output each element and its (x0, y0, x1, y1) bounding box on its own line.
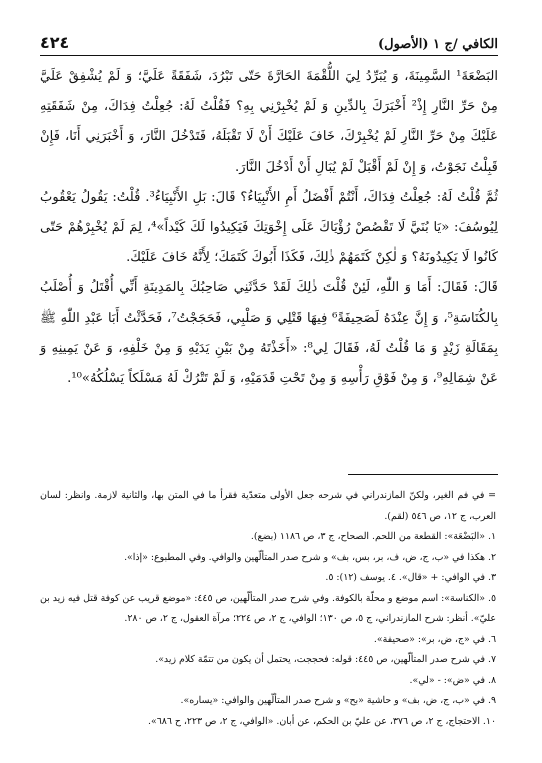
page-number: ٤٢٤ (40, 33, 70, 52)
footnote: ٣. في الوافي: + «قال». ٤. يوسف (١٢): ٥. (325, 572, 496, 583)
header-rule (40, 55, 498, 56)
paragraph: قَالَ: فَقَالَ: أَمَا وَ اللّٰهِ، لَئِنْ قُلْتَ ذٰلِكَ لَقَدْ حَدَّثَنِي صَاحِبُكَ بِالمَدِينَةِ أَنِّي أُقْتَلُ وَ أُصْلَبُ بِالكُنَاسَةِ⁵، وَ إِنَّ عِنْدَهُ لَصَحِيفَةً⁶ فِيهَا قَتْلِي وَ صَلْبِي، فَحَجَجْتُ⁷، فَحَدَّثْتُ أَبَا عَبْدِ اللّٰهِ ﷺ بِمَقَالَةِ زَيْدٍ وَ مَا قُلْتُ لَهُ، فَقَالَ لِي⁸: «أَخَذْتَهُ مِنْ بَيْنِ يَدَيْهِ وَ مِنْ خَلْفِهِ، وَ عَنْ يَمِينِهِ وَ عَنْ شِمَالِهِ⁹، وَ مِنْ فَوْقِ رَأْسِهِ وَ مِنْ تَحْتِ قَدَمَيْهِ، وَ لَمْ تَتْرُكْ لَهُ مَسْلَكاً يَسْلُكُهُ»¹⁰. (40, 280, 499, 387)
footnote: ٧. في شرح صدر المتألّهين، ص ٤٤٥: قوله: فحججت، يحتمل أن يكون من تتمّة كلام زيد». (155, 654, 496, 665)
footnote: ٢. هكذا في «ب، ج، ض، ف، بر، بس، بف» و شرح صدر المتألّهين والوافي. وفي المطبوع: «إذا». (124, 551, 496, 563)
footnote: ٥. «الكناسة»: اسم موضع و محلّة بالكوفة. وفي شرح صدر المتألّهين، ص ٤٤٥: «موضع قريب عن كوفة قتل فيه زيد بن عليّ». أنظر: شرح المازندراني، ج ٥، ص ١٣٠؛ الوافي، ج ٢، ص ٢٢٤؛ مرآة العقول، ج ٢، ص ٢٨٠. (40, 592, 496, 624)
footnote: ٦. في «ج، ض، بر»: «صحيفة». (373, 633, 496, 645)
footnote-separator (348, 474, 498, 475)
footnotes (40, 486, 498, 732)
paragraph: ثُمَّ قُلْتُ لَهُ: جُعِلْتُ فِدَاكَ، أَنْتُمْ أَفْضَلُ أَمِ الأَنْبِيَاءُ؟ قَالَ: بَلِ الأَنْبِيَاءُ³. قُلْتُ: يَقُولُ يَعْقُوبُ لِيُوسُفَ: «يَا بُنَيَّ لَا تَقْصُصْ رُؤْيَاكَ عَلَى إِخْوَتِكَ فَيَكِيدُوا لَكَ كَيْداً»⁴، لِمَ لَمْ يُخْبِرْهُمْ حَتّى كَانُوا لَا يَكِيدُونَهُ؟ وَ لٰكِنْ كَتَمَهُمْ ذٰلِكَ، فَكَذَا أَبُوكَ كَتَمَكَ؛ لِأَنَّهُ خَافَ عَلَيْكَ. (40, 189, 498, 266)
footnote: ١. «البَضْعَة»: القطعة من اللحم. الصحاح، ج ٣، ص ١١٨٦ (بضع). (250, 531, 496, 542)
main-text (40, 62, 498, 394)
running-title: الكافي /ج ١ (الأصول) (377, 37, 498, 52)
footnote: ١٠. الاحتجاج، ج ٢، ص ٣٧٦، عن عليّ بن الحكم، عن أبان. «الوافي، ج ٢، ص ٢٢٣، ح ٦٨٦». (148, 715, 496, 727)
footnote: ٨. في «ض»: - «لي». (409, 674, 496, 686)
paragraph: البَضْعَةَ¹ السَّمِينَةَ، وَ يُبَرِّدُ لِيَ اللُّقْمَةَ الحَارَّةَ حَتّى تَبْرُدَ، شَفَقَةً عَلَيَّ؛ وَ لَمْ يُشْفِقْ عَلَيَّ مِنْ حَرِّ النَّارِ إِذْ² أَخْبَرَكَ بِالدِّينِ وَ لَمْ يُخْبِرْنِي بِهِ؟ فَقُلْتُ لَهُ: جُعِلْتُ فِدَاكَ، مِنْ شَفَقَتِهِ عَلَيْكَ مِنْ حَرِّ النَّارِ لَمْ يُخْبِرْكَ، خَافَ عَلَيْكَ أَنْ لَا تَقْبَلَهُ، فَتَدْخُلَ النَّارَ، وَ أَخْبَرَنِي أَنَا، فَإِنْ قَبِلْتُ نَجَوْتُ، وَ إِنْ لَمْ أَقْبَلْ لَمْ يُبَالِ أَنْ أَدْخُلَ النَّارَ. (40, 69, 498, 175)
footnote: = في فم الغير، ولكنّ المازندراني في شرحه جعل الأولى متعدّية فقرأ ما في المتن بها، والثانية لازمة. وانظر: لسان العرب، ج ١٢، ص ٥٤٦ (لقم). (40, 490, 496, 522)
footnote: ٩. في «ب، ج، ض، بف» و حاشية «بح» و شرح صدر المتألّهين والوافي: «يساره». (180, 695, 496, 706)
page-header (40, 28, 498, 52)
